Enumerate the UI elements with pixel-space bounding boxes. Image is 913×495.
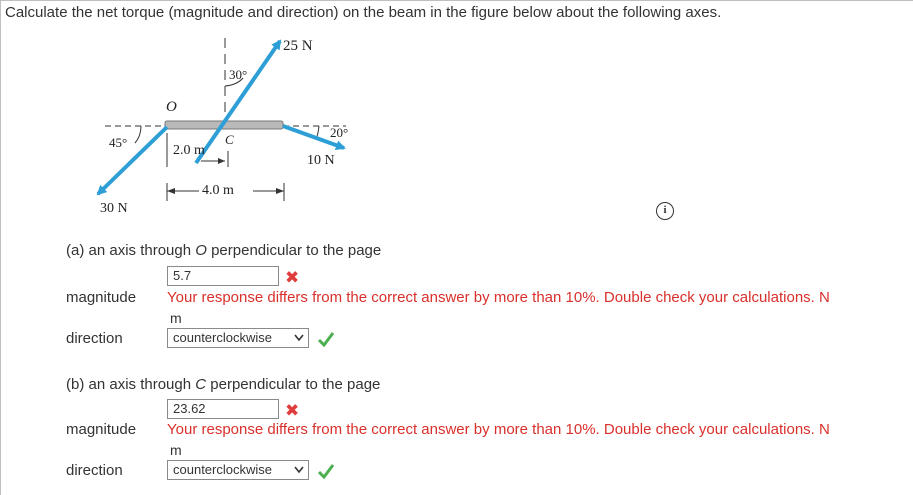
dist-c-end-label: 4.0 m	[202, 183, 234, 198]
incorrect-icon: ✖	[285, 401, 300, 420]
part-a-direction-label: direction	[66, 330, 123, 347]
check-icon	[317, 463, 335, 479]
part-a-direction-select[interactable]	[167, 328, 309, 348]
part-a-unit: m	[170, 310, 182, 326]
part-b-feedback: Your response differs from the correct answer by more than 10%. Double check your calculations. N	[167, 421, 830, 438]
part-a-magnitude-input[interactable]: 5.7	[167, 266, 279, 286]
angle-20-label: 20°	[330, 125, 349, 140]
part-a-feedback: Your response differs from the correct answer by more than 10%. Double check your calculations. N	[167, 289, 830, 306]
check-icon	[317, 331, 335, 347]
angle-45-label: 45°	[109, 135, 128, 150]
incorrect-icon: ✖	[285, 268, 300, 287]
point-o-label: O	[166, 99, 177, 115]
force-25n-arrow	[196, 41, 280, 163]
part-b-magnitude-label: magnitude	[66, 421, 137, 438]
part-a-label: (a) an axis through O perpendicular to the page	[66, 242, 382, 259]
part-b-unit: m	[170, 442, 182, 458]
dist-oc-label: 2.0 m	[173, 143, 205, 158]
part-b-magnitude-input[interactable]: 23.62	[167, 399, 279, 419]
point-c-label: C	[225, 132, 234, 147]
chevron-down-icon	[294, 334, 304, 342]
chevron-down-icon	[294, 466, 304, 474]
question-prompt: Calculate the net torque (magnitude and direction) on the beam in the figure below about the following axes.	[5, 4, 722, 21]
force-25n-label: 25 N	[283, 38, 313, 54]
angle-30-label: 30°	[229, 67, 248, 82]
force-10n-label: 10 N	[307, 153, 335, 168]
beam-figure	[1, 1, 913, 231]
part-b-direction-label: direction	[66, 462, 123, 479]
part-a-magnitude-label: magnitude	[66, 289, 137, 306]
part-b-direction-select[interactable]	[167, 460, 309, 480]
part-a-direction-value: counterclockwise	[173, 330, 272, 345]
force-30n-label: 30 N	[100, 201, 128, 216]
part-b-direction-value: counterclockwise	[173, 462, 272, 477]
info-icon[interactable]: i	[656, 202, 674, 220]
part-b-label: (b) an axis through C perpendicular to the page	[66, 376, 381, 393]
